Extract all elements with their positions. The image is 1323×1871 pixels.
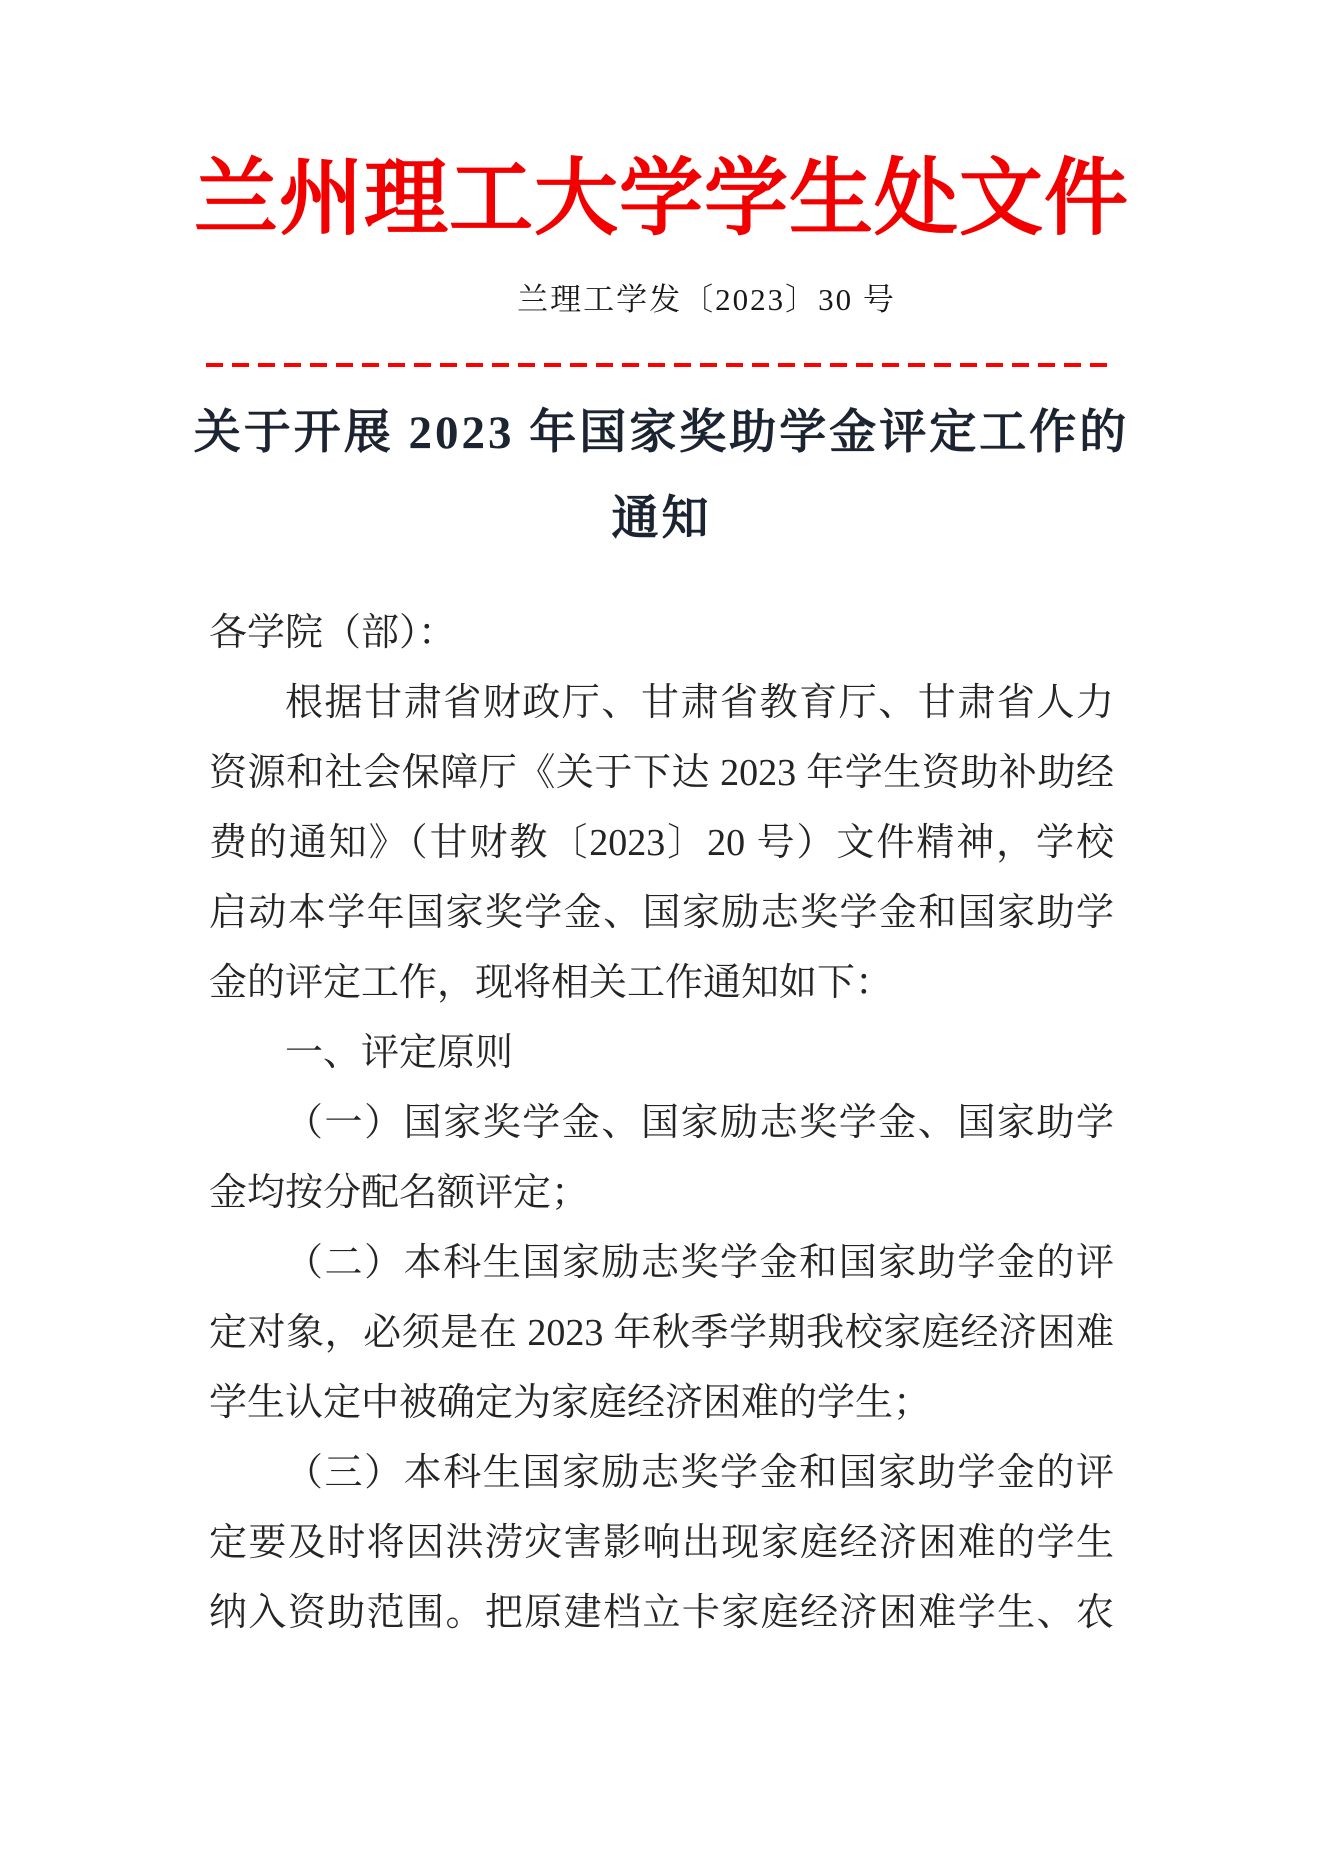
body-line-salutation: 各学院（部）： (209, 612, 457, 654)
body-line: 费的通知》（甘财教〔2023〕20 号）文件精神，学校 (209, 822, 1114, 864)
subject-line-1: 关于开展 2023 年国家奖助学金评定工作的 (193, 407, 1130, 459)
body-line: （三）本科生国家励志奖学金和国家助学金的评 (285, 1452, 1114, 1494)
body-line: 启动本学年国家奖学金、国家励志奖学金和国家助学 (209, 892, 1114, 934)
body-line: 资源和社会保障厅《关于下达 2023 年学生资助补助经 (209, 752, 1114, 794)
red-dashed-separator (206, 363, 1114, 367)
body-line: 定对象，必须是在 2023 年秋季学期我校家庭经济困难 (209, 1312, 1114, 1354)
body-line: 纳入资助范围。把原建档立卡家庭经济困难学生、农 (209, 1592, 1114, 1634)
body-line: （一）国家奖学金、国家励志奖学金、国家助学 (285, 1102, 1114, 1144)
body-line-section-heading: 一、评定原则 (285, 1032, 514, 1074)
body-line: 金的评定工作，现将相关工作通知如下： (209, 962, 894, 1004)
body-line: 学生认定中被确定为家庭经济困难的学生； (209, 1382, 932, 1424)
body-line: 定要及时将因洪涝灾害影响出现家庭经济困难的学生 (209, 1522, 1114, 1564)
letterhead-title: 兰州理工大学学生处文件 (193, 153, 1129, 246)
body-line: （二）本科生国家励志奖学金和国家助学金的评 (285, 1242, 1114, 1284)
body-line: 根据甘肃省财政厅、甘肃省教育厅、甘肃省人力 (285, 682, 1114, 724)
document-body (209, 598, 1114, 1648)
body-line: 金均按分配名额评定； (209, 1172, 590, 1214)
subject-line-2: 通知 (611, 493, 712, 545)
notice-subject (0, 390, 1323, 562)
document-number: 兰理工学发〔2023〕30 号 (517, 282, 896, 317)
